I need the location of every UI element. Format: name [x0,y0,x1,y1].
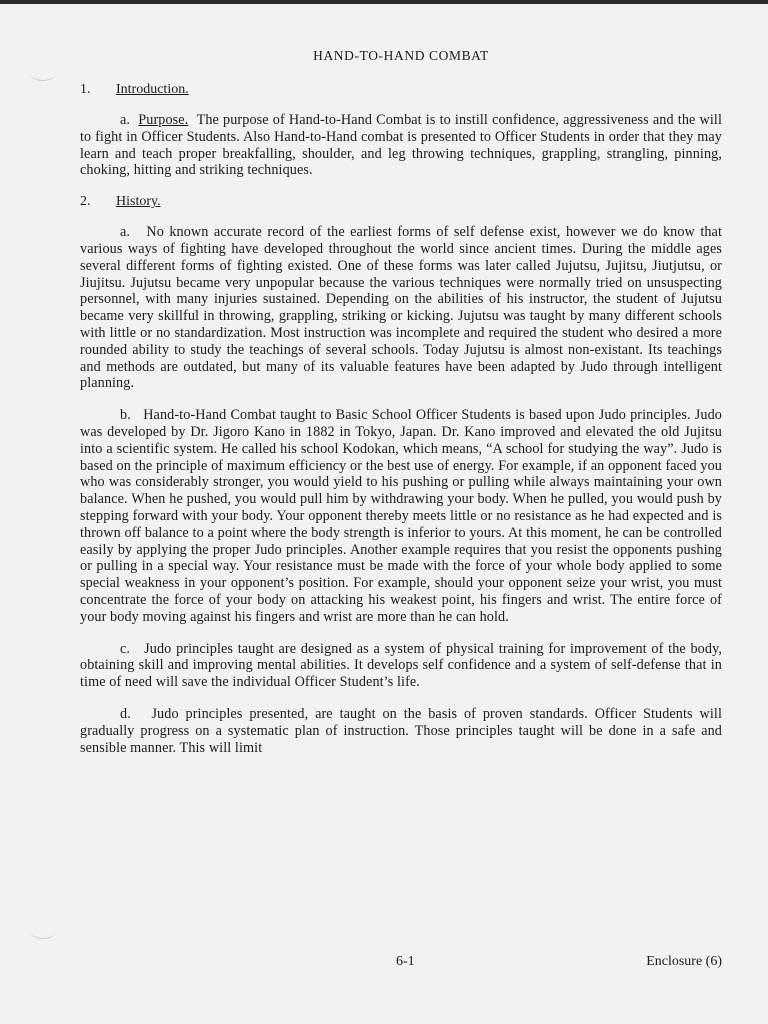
punch-hole-mark [30,924,56,939]
paragraph-text: Hand-to-Hand Combat taught to Basic School Officer Students is based upon Judo principles. Judo was developed by Dr. Jigoro Kano in 1882 in Tokyo, Japan. Dr. Kano improved and elevated the old Jujitsu into a scientific system. He called his school Kodokan, which means, “A school for studying the way”. Judo is based on the principle of maximum efficiency or the best use of energy. For example, if an opponent faced you who was considerably stronger, you would yield to his pushing or pulling while always maintaining your own balance. When he pushed, you would pull him by withdrawing your body. When he pulled, you would push by stepping forward with your body. Your opponent thereby meets little or no resistance as he had expected and is thrown off balance to a point where the body strength is inferior to yours. At this moment, he can be controlled easily by applying the proper Judo principles. Another example requires that you resist the opponents pushing or pulling in a special way. Your resistance must be made with the force of your whole body applied to some special weakness in your opponent’s position. For example, should your opponent seize your wrist, you must concentrate the force of your body on attacking his weakest point, his fingers and wrist. The entire force of your body moving against his fingers and wrist are more than he can hold. [80,407,723,625]
paragraph-subheading: Purpose. [138,112,189,128]
page-footer [80,954,722,974]
page-top-edge [0,0,768,4]
section-number: 1. [80,82,91,97]
section-heading-introduction [80,82,722,98]
document-title: HAND-TO-HAND COMBAT [313,48,489,63]
paragraph-text: No known accurate record of the earliest forms of self defense exist, however we do know that various ways of fighting have developed throughout the world since ancient times. During the middle ages several different forms of fighting existed. One of these forms was later called Jujutsu, Jujitsu, Jiutjutsu, or Jiujitsu. Jujutsu became very unpopular because the various techniques were normally tried on unsuspecting personnel, with many injuries sustained. Depending on the abilities of his instructor, the student of Jujutsu became very skillful in throwing, grappling, striking or kicking. Jujutsu was taught by many different schools with little or no standardization. Most instruction was incomplete and required the student who desired a more rounded ability to study the teachings of several schools. Today Jujutsu is almost non-existant. Its teachings and methods are outdated, but many of its valuable features have been adapted by Judo through intelligent planning. [80,224,722,392]
page-number: 6-1 [396,954,415,969]
paragraph-2b [80,407,722,625]
paragraph-marker: a. [120,224,131,241]
section-heading-label: Introduction. [116,82,189,97]
paragraph-2c [80,641,722,691]
paragraph-text: The purpose of Hand-to-Hand Combat is to instill confidence, aggressiveness and the will to fight in Officer Students. Also Hand-to-Hand combat is presented to Officer Students in order that they may learn and teach proper breakfalling, shoulder, and leg throwing techniques, grappling, strangling, pinning, choking, hitting and striking techniques. [80,112,723,179]
document-page [80,48,722,771]
paragraph-marker: a. [120,112,131,128]
punch-hole-mark [30,66,56,81]
section-heading-history [80,194,722,210]
paragraph-marker: b. [120,407,131,424]
paragraph-text: Judo principles presented, are taught on the basis of proven standards. Officer Students will gradually progress on a systematic plan of instruction. Those principles taught will be done in a safe and sensible manner. This will limit [80,705,722,756]
paragraph-marker: d. [120,705,131,722]
paragraph-2a [80,224,722,392]
enclosure-label: Enclosure (6) [646,954,722,969]
section-heading-label: History. [116,194,161,210]
paragraph-1a [80,112,722,179]
paragraph-text: Judo principles taught are designed as a system of physical training for improvement of the body, obtaining skill and improving mental abilities. It develops self confidence and a system of self-defense that in time of need will save the individual Officer Student’s life. [80,640,722,691]
section-number: 2. [80,194,91,210]
paragraph-marker: c. [120,640,131,657]
paragraph-2d [80,706,722,756]
